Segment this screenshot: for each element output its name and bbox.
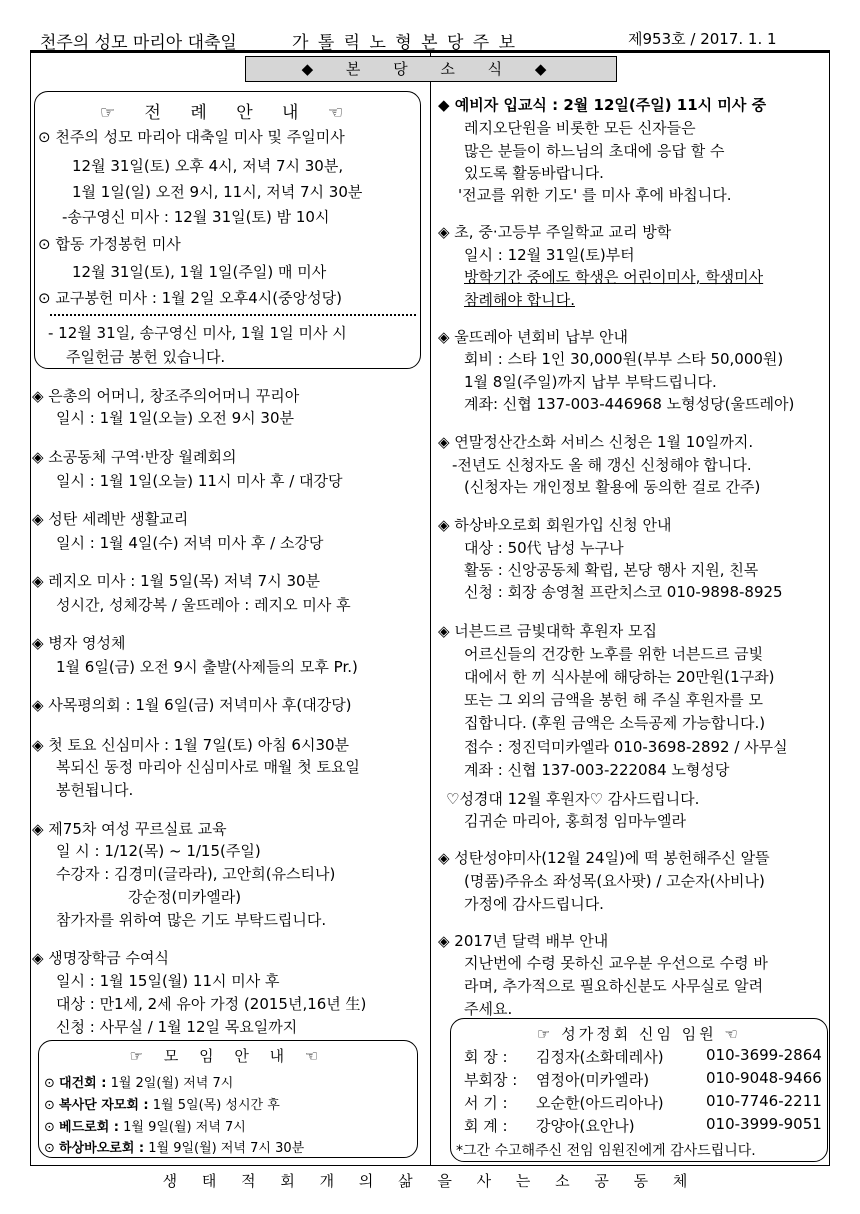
bulletin-title: 가 톨 릭 노 형 본 당 주 보 [292,33,518,53]
feast-title: 천주의 성모 마리아 대축일 [40,33,237,53]
notice-detail [464,289,575,310]
officer-phone: 010-7746-2211 [706,1092,822,1110]
notice-detail: 봉헌됩니다. [56,781,134,799]
meeting-item: ⊙ 하상바오로회 : 1월 9일(월) 저녁 7시 30분 [44,1141,305,1156]
notice-detail: 계좌 : 신협 137-003-222084 노형성당 [464,761,730,779]
meeting-name: 하상바오로회 : [59,1141,145,1156]
officer-name: 오순한(아드리아나) [536,1094,664,1112]
notice-detail: 복되신 동정 마리아 신심미사로 매월 첫 토요일 [56,758,360,776]
officer-name: 김정자(소화데레사) [536,1048,664,1066]
notice-detail: 또는 그 외의 금액을 봉헌 해 주실 후원자를 모 [464,691,763,709]
officer-phone: 010-3699-2864 [706,1046,822,1064]
notice-heading: ◈ 하상바오로회 회원가입 신청 안내 [438,516,672,534]
notice-heading: ◈ 레지오 미사 : 1월 5일(목) 저녁 7시 30분 [32,572,321,590]
notice-detail: (신청자는 개인정보 활용에 동의한 걸로 간주) [464,478,761,496]
liturgy-line: - 12월 31일, 송구영신 미사, 1월 1일 미사 시 [48,324,347,342]
officer-role: 회 장 : [464,1048,508,1066]
notice-detail: 1월 8일(주일)까지 납부 부탁드립니다. [464,373,717,391]
liturgy-title: ☞ 전 례 안 내 ☜ [99,103,356,123]
issue-number: 제953호 / 2017. 1. 1 [628,30,777,48]
officer-role: 서 기 : [464,1094,508,1112]
officer-name: 강양아(요안나) [536,1117,635,1135]
meeting-name: 베드로회 : [59,1120,119,1135]
notice-heading: ◈ 병자 영성체 [32,634,126,652]
meeting-item: ⊙ 복사단 자모회 : 1월 5일(목) 성시간 후 [44,1098,280,1113]
notice-detail: 지난번에 수령 못하신 교우분 우선으로 수령 바 [464,954,768,972]
notice-detail: 어르신들의 건강한 노후를 위한 너븐드르 금빛 [464,645,764,663]
notice-heading: ◈ 사목평의회 : 1월 6일(금) 저녁미사 후(대강당) [32,696,352,714]
officer-role: 회 계 : [464,1117,508,1135]
meeting-time: 1월 5일(목) 성시간 후 [148,1098,280,1113]
notice-heading: ♡성경대 12월 후원자♡ 감사드립니다. [446,790,700,808]
meeting-time: 1월 2일(월) 저녁 7시 [106,1076,234,1091]
notice-heading: ◆ 예비자 입교식 : 2월 12일(주일) 11시 미사 중 [438,96,767,114]
notice-detail: 일시 : 1월 4일(수) 저녁 미사 후 / 소강당 [56,534,324,552]
notice-detail: 일시 : 1월 15일(월) 11시 미사 후 [56,972,280,990]
notice-heading: ◈ 은총의 어머니, 창조주의어머니 꾸리아 [32,387,300,405]
liturgy-line: 12월 31일(토) 오후 4시, 저녁 7시 30분, [72,157,344,175]
notice-detail: 레지오단원을 비롯한 모든 신자들은 [464,119,696,137]
notice-detail: 강순정(미카엘라) [128,888,242,906]
notice-detail: 가정에 감사드립니다. [464,895,604,913]
meeting-name: 복사단 자모회 : [59,1098,149,1113]
notice-detail: 김귀순 마리아, 홍희정 임마누엘라 [464,812,686,830]
notice-detail: (명품)주유소 좌성목(요사팟) / 고순자(사비나) [464,872,765,890]
notice-detail: 라며, 추가적으로 필요하신분도 사무실로 알려 [464,977,764,995]
dotted-divider [50,314,416,316]
meeting-title: ☞ 모 임 안 내 ☜ [129,1047,327,1065]
notice-detail: '전교를 위한 기도' 를 미사 후에 바칩니다. [458,186,732,204]
holy-family-title: ☞ 성가정회 신임 임원 ☜ [537,1025,741,1043]
section-banner: ◆ 본 당 소 식 ◆ [245,56,617,82]
notice-detail: 있도록 활동바랍니다. [464,164,604,182]
liturgy-line: 1월 1일(일) 오전 9시, 11시, 저녁 7시 30분 [72,183,363,201]
liturgy-line: ⊙ 합동 가정봉헌 미사 [38,235,181,253]
notice-detail: 접수 : 정진덕미카엘라 010-3698-2892 / 사무실 [464,738,788,756]
officer-phone: 010-3999-9051 [706,1115,822,1133]
notice-emphasis: 참례해야 합니다. [464,291,575,309]
thanks-note: *그간 수고해주신 전임 임원진에게 감사드립니다. [456,1143,756,1159]
notice-detail: 대에서 한 끼 식사분에 해당하는 20만원(1구좌) [464,668,775,686]
notice-detail: 대상 : 만1세, 2세 유아 가정 (2015년,16년 生) [56,995,367,1013]
notice-detail: 성시간, 성체강복 / 울뜨레아 : 레지오 미사 후 [56,596,351,614]
notice-detail: 회비 : 스타 1인 30,000원(부부 스타 50,000원) [464,350,784,368]
notice-detail: 일시 : 1월 1일(오늘) 오전 9시 30분 [56,409,294,427]
notice-detail: 일 시 : 1/12(목) ~ 1/15(주일) [56,842,261,860]
column-divider [430,52,431,1166]
notice-heading: ◈ 성탄 세례반 생활교리 [32,510,189,528]
notice-heading: ◈ 생명장학금 수여식 [32,949,169,967]
notice-heading: ◈ 소공동체 구역·반장 월례회의 [32,448,237,466]
footer-slogan: 생 태 적 회 개 의 삶 을 사 는 소 공 동 체 [162,1172,698,1190]
liturgy-line: -송구영신 미사 : 12월 31일(토) 밤 10시 [62,208,330,226]
notice-detail: 신청 : 회장 송영철 프란치스코 010-9898-8925 [464,583,783,601]
notice-heading: ◈ 초, 중·고등부 주일학교 교리 방학 [438,223,672,241]
meeting-name: 대건회 : [59,1076,107,1091]
meeting-item: ⊙ 베드로회 : 1월 9일(월) 저녁 7시 [44,1120,246,1135]
liturgy-line: ⊙ 교구봉헌 미사 : 1월 2일 오후4시(중앙성당) [38,289,342,307]
notice-detail: 활동 : 신앙공동체 확립, 본당 행사 지원, 친목 [464,561,759,579]
notice-detail: 1월 6일(금) 오전 9시 출발(사제들의 모후 Pr.) [56,658,358,676]
notice-detail: 많은 분들이 하느님의 초대에 응답 할 수 [464,142,725,160]
notice-detail: 대상 : 50代 남성 누구나 [464,539,624,557]
officer-role: 부회장 : [464,1071,518,1089]
notice-detail: 일시 : 1월 1일(오늘) 11시 미사 후 / 대강당 [56,472,343,490]
notice-detail [464,266,763,287]
liturgy-line: 주일헌금 봉헌 있습니다. [66,348,226,366]
meeting-item: ⊙ 대건회 : 1월 2일(월) 저녁 7시 [44,1076,234,1091]
notice-heading: ◈ 울뜨레아 년회비 납부 안내 [438,328,628,346]
notice-heading: ◈ 2017년 달력 배부 안내 [438,932,609,950]
notice-emphasis: 방학기간 중에도 학생은 어린이미사, 학생미사 [464,268,764,286]
notice-heading: ◈ 제75차 여성 꾸르실료 교육 [32,820,227,838]
notice-heading: ◈ 성탄성야미사(12월 24일)에 떡 봉헌해주신 알뜰 [438,849,770,867]
officer-phone: 010-9048-9466 [706,1069,822,1087]
notice-detail: 집합니다. (후원 금액은 소득공제 가능합니다.) [464,714,766,732]
notice-heading: ◈ 첫 토요 신심미사 : 1월 7일(토) 아침 6시30분 [32,736,350,754]
notice-detail: 주세요. [464,1000,513,1018]
meeting-time: 1월 9일(월) 저녁 7시 [119,1120,246,1135]
notice-detail: 수강자 : 김경미(글라라), 고안희(유스티나) [56,865,336,883]
notice-detail: 신청 : 사무실 / 1월 12일 목요일까지 [56,1018,298,1036]
notice-detail: -전년도 신청자도 올 해 갱신 신청해야 합니다. [452,456,752,474]
notice-detail: 계좌: 신협 137-003-446968 노형성당(울뜨레아) [464,395,795,413]
liturgy-line: 12월 31일(토), 1월 1일(주일) 매 미사 [72,263,327,281]
meeting-time: 1월 9일(월) 저녁 7시 30분 [144,1141,305,1156]
officer-name: 염정아(미카엘라) [536,1071,650,1089]
notice-heading: ◈ 너븐드르 금빛대학 후원자 모집 [438,622,657,640]
liturgy-line: ⊙ 천주의 성모 마리아 대축일 미사 및 주일미사 [38,128,345,146]
notice-heading: ◈ 연말정산간소화 서비스 신청은 1월 10일까지. [438,433,754,451]
notice-detail: 참가자를 위하여 많은 기도 부탁드립니다. [56,911,327,929]
notice-detail: 일시 : 12월 31일(토)부터 [464,246,635,264]
